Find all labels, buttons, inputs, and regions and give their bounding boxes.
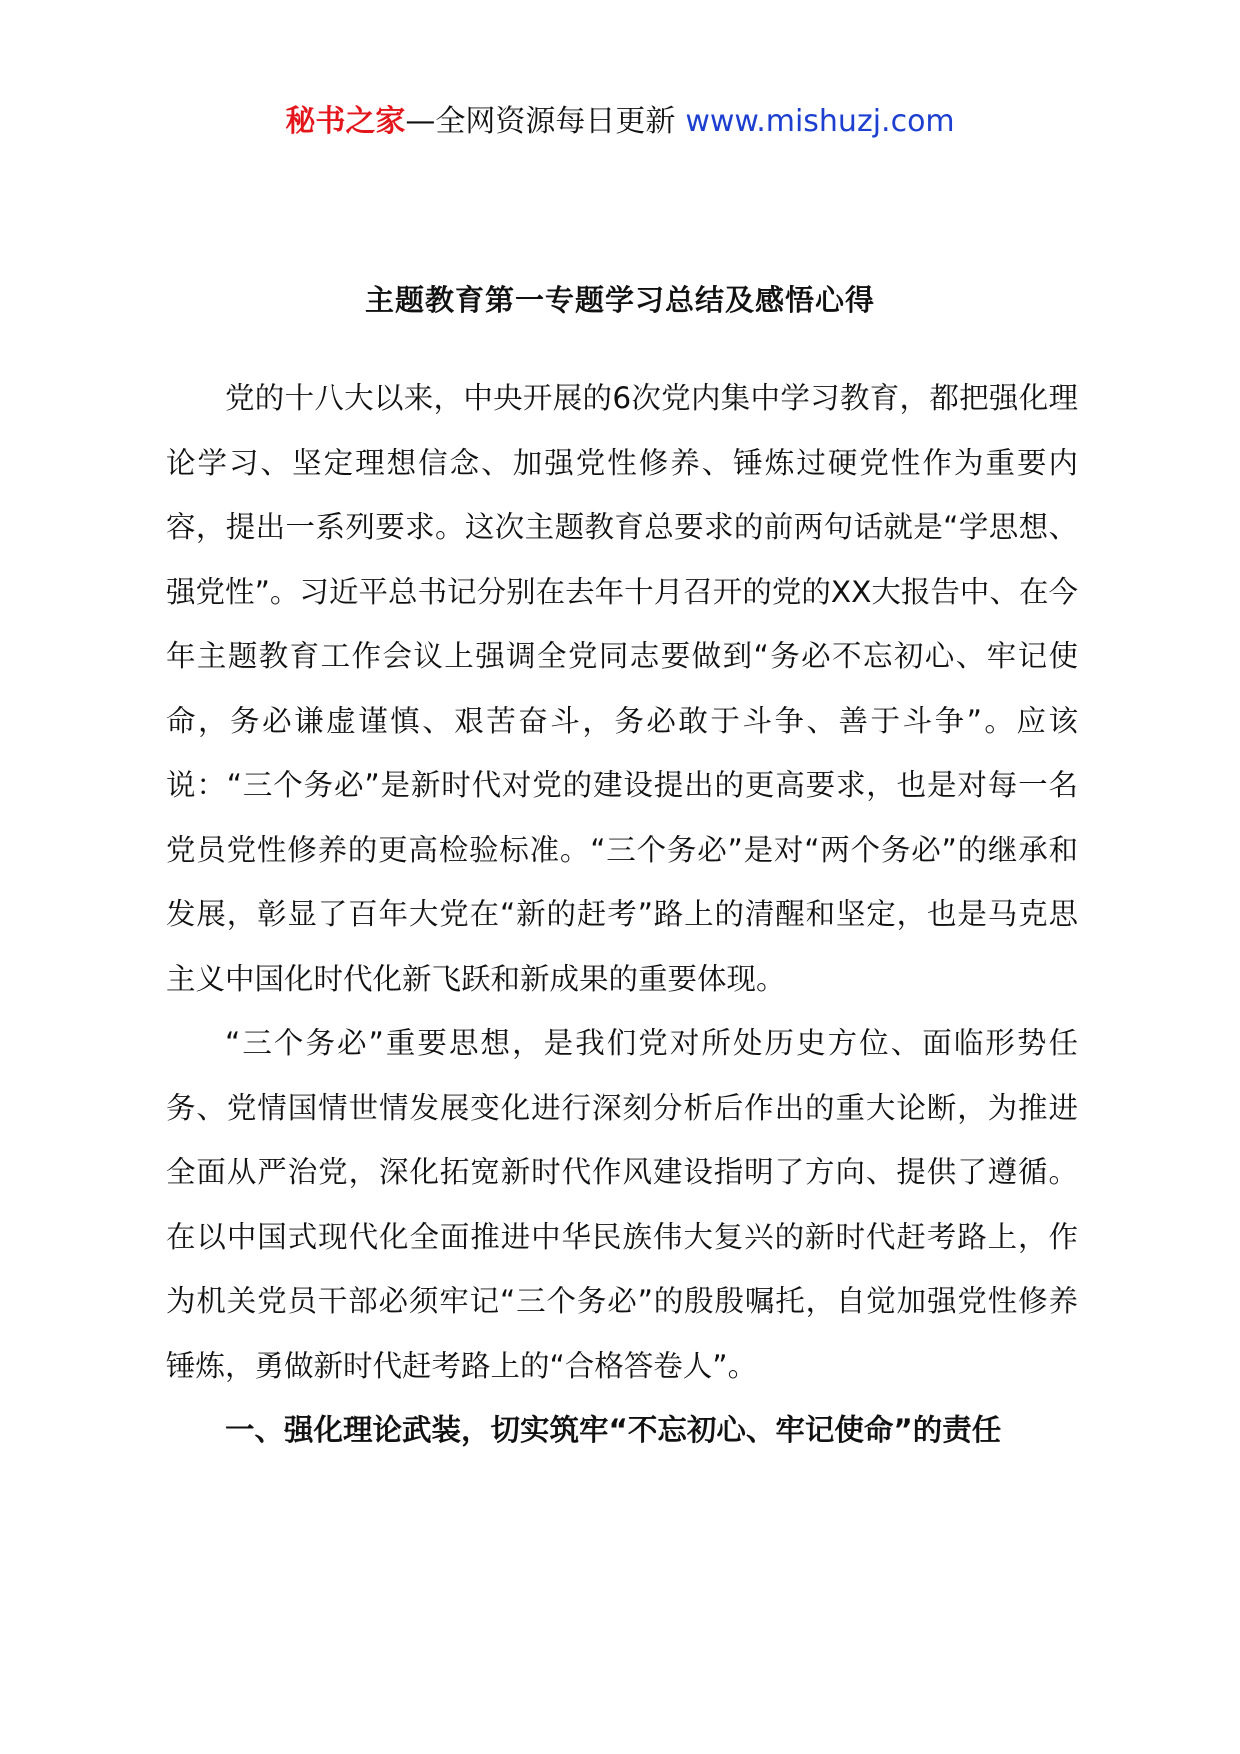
banner-url-link[interactable]: www.mishuzj.com: [685, 104, 955, 139]
section-heading-1: 一、强化理论武装，切实筑牢“不忘初心、牢记使命”的责任: [225, 1413, 1002, 1447]
document-title: 主题教育第一专题学习总结及感悟心得: [364, 283, 875, 317]
site-banner: [0, 100, 1240, 144]
paragraph-2: “三个务必”重要思想，是我们党对所处历史方位、面临形势任务、党情国情世情发展变化进行深刻分析后作出的重大论断，为推进全面从严治党，深化拓宽新时代作风建设指明了方向、提供了遵循。在以中国式现代化全面推进中华民族伟大复兴的新时代赶考路上，作为机关党员干部必须牢记“三个务必”的殷殷嘱托，自觉加强党性修养锤炼，勇做新时代赶考路上的“合格答卷人”。: [166, 1026, 1078, 1383]
document-body: [166, 366, 1078, 1463]
banner-brand: 秘书之家: [285, 104, 406, 139]
paragraph-1: 党的十八大以来，中央开展的6次党内集中学习教育，都把强化理论学习、坚定理想信念、加强党性修养、锤炼过硬党性作为重要内容，提出一系列要求。这次主题教育总要求的前两句话就是“学思想、强党性”。习近平总书记分别在去年十月召开的党的XX大报告中、在今年主题教育工作会议上强调全党同志要做到“务必不忘初心、牢记使命，务必谦虚谨慎、艰苦奋斗，务必敢于斗争、善于斗争”。应该说：“三个务必”是新时代对党的建设提出的更高要求，也是对每一名党员党性修养的更高检验标准。“三个务必”是对“两个务必”的继承和发展，彰显了百年大党在“新的赶考”路上的清醒和坚定，也是马克思主义中国化时代化新飞跃和新成果的重要体现。: [166, 381, 1078, 996]
banner-tagline: —全网资源每日更新: [405, 104, 676, 139]
